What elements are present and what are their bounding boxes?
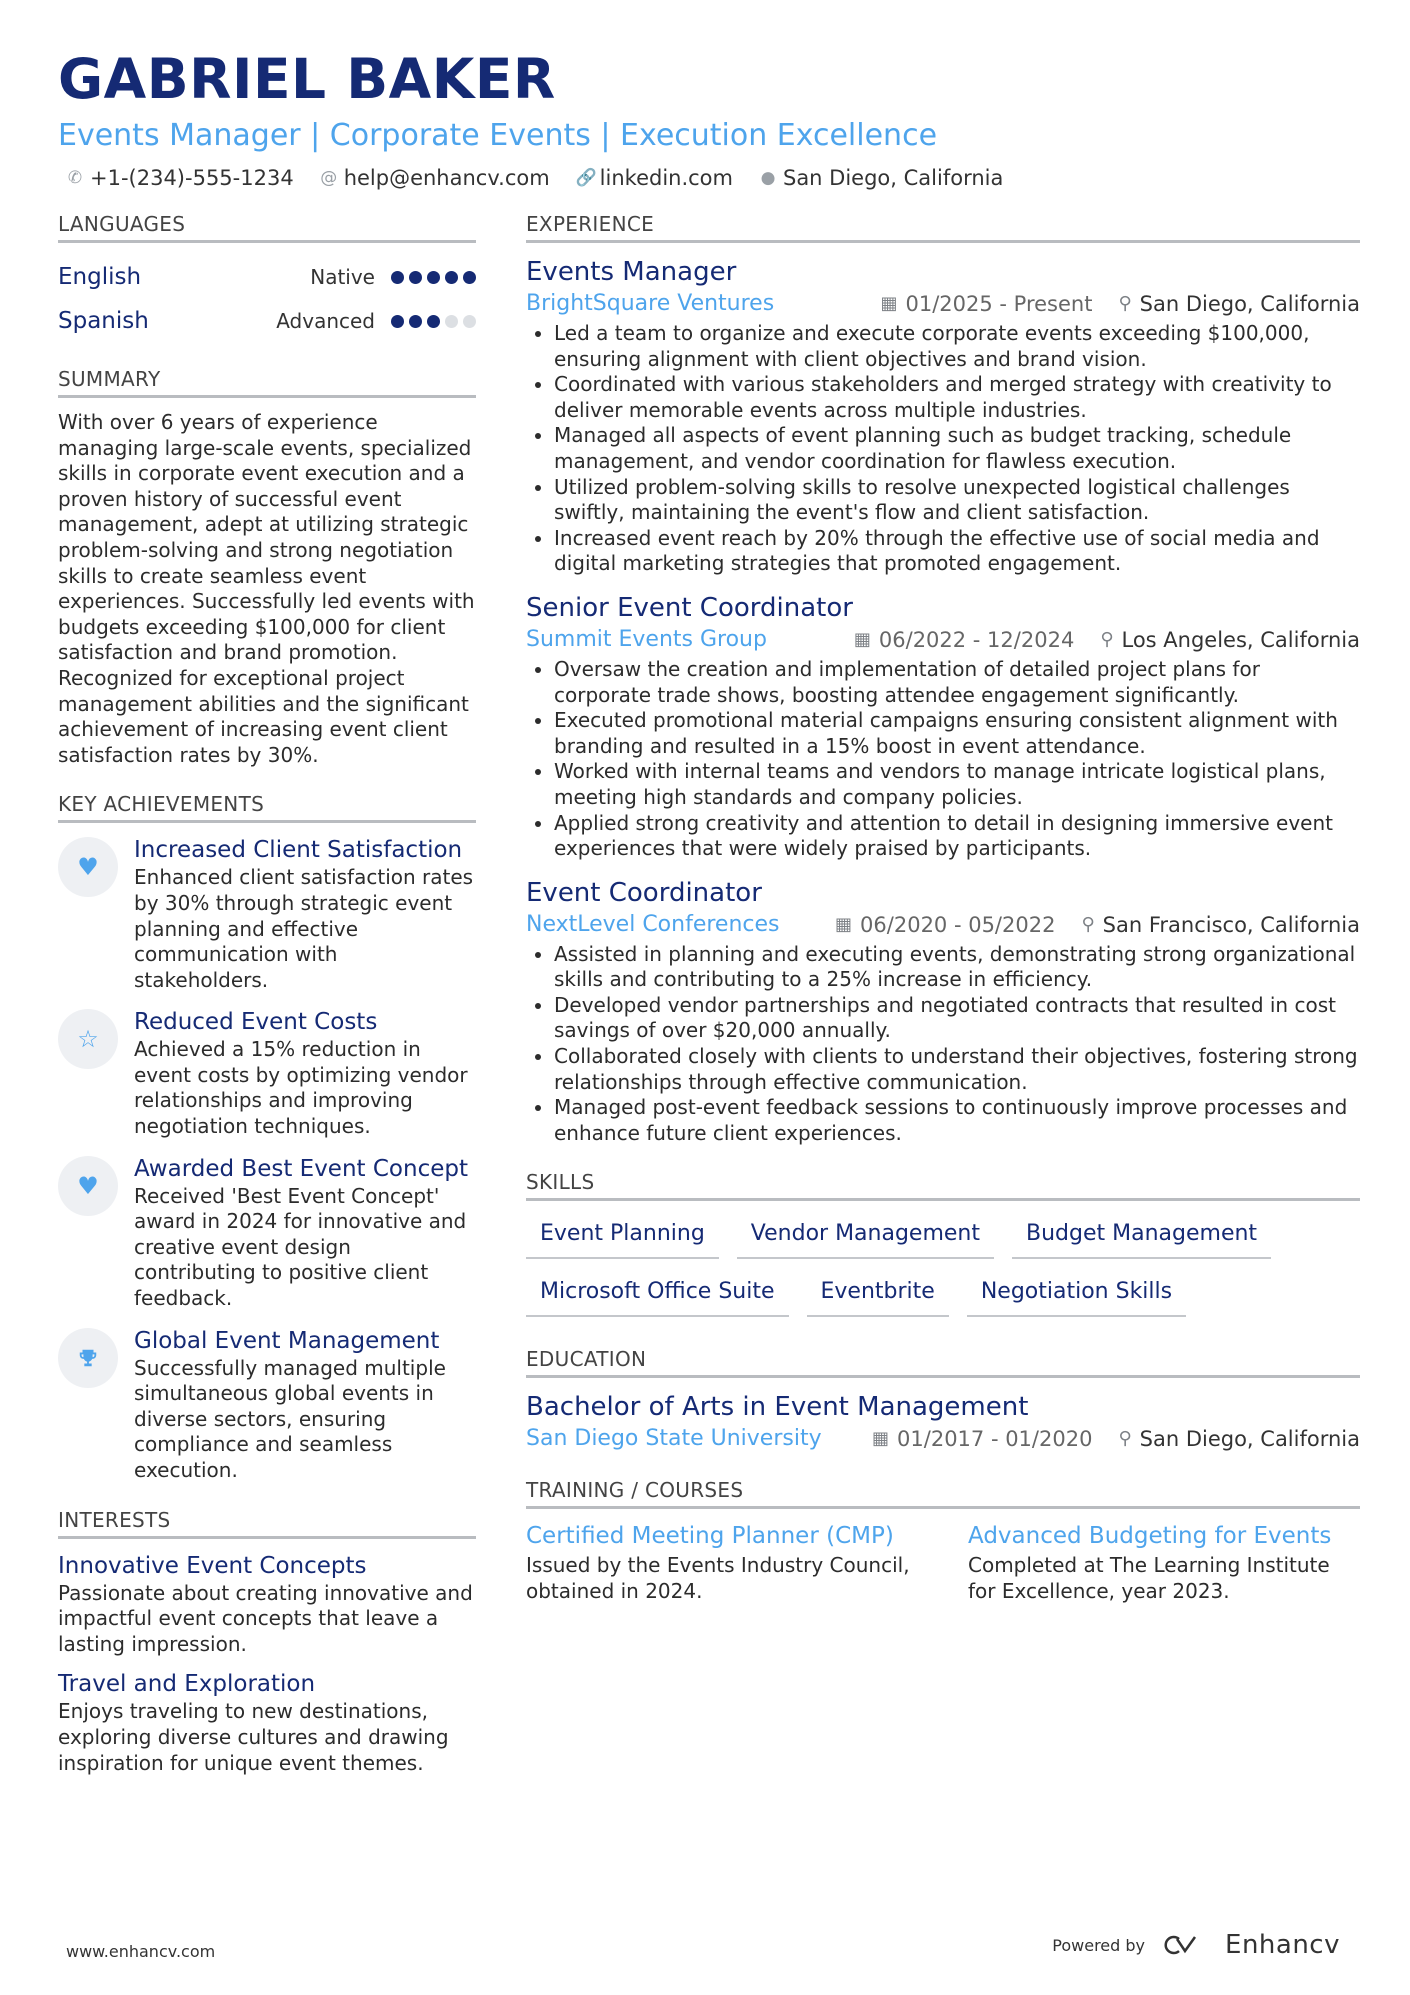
dot-icon (445, 271, 458, 284)
company-name: BrightSquare Ventures (526, 291, 775, 316)
enhancv-logo-icon (1163, 1933, 1207, 1957)
dot-icon (445, 315, 458, 328)
course-item (526, 1521, 918, 1604)
proficiency-dots (391, 271, 476, 284)
section-title: KEY ACHIEVEMENTS (58, 792, 476, 823)
course-item (968, 1521, 1360, 1604)
location-pin-icon: ● (760, 168, 776, 188)
headline: Events Manager | Corporate Events | Execution Excellence (58, 118, 938, 153)
job-bullets (526, 942, 1360, 1147)
job-entry (526, 591, 1360, 862)
experience-section (526, 212, 1360, 1146)
achievement-title: Reduced Event Costs (134, 1009, 378, 1036)
achievement-text: Enhanced client satisfaction rates by 30% through strategic event planning and effective communication with stakeholders. (134, 865, 474, 992)
section-title: SUMMARY (58, 367, 476, 398)
education-dates (872, 1424, 1092, 1454)
course-title: Advanced Budgeting for Events (968, 1523, 1332, 1550)
language-level: Advanced (276, 309, 375, 333)
interest-item (58, 1551, 476, 1658)
star-icon: ☆ (58, 1009, 118, 1069)
at-icon: @ (320, 168, 338, 188)
job-dates (880, 289, 1092, 319)
job-title: Events Manager (526, 257, 737, 287)
dates-text: 01/2017 - 01/2020 (897, 1427, 1093, 1452)
skill-tag: Negotiation Skills (967, 1271, 1186, 1317)
dot-icon (409, 271, 422, 284)
course-title: Certified Meeting Planner (CMP) (526, 1523, 894, 1550)
dot-icon (463, 271, 476, 284)
dates-text: 06/2022 - 12/2024 (878, 627, 1075, 652)
courses-list (526, 1521, 1360, 1604)
dot-icon (391, 271, 404, 284)
job-location (1081, 910, 1360, 940)
calendar-icon: ▦ (872, 1428, 890, 1450)
job-bullets (526, 657, 1360, 862)
skill-tag: Event Planning (526, 1213, 719, 1259)
location-pin-icon: ⚲ (1100, 628, 1114, 650)
job-location (1118, 289, 1360, 319)
bullet-item: • Increased event reach by 20% through the effective use of social media and digital marketing strategies that promoted engagement. (554, 526, 1360, 577)
heart-icon: ♥ (58, 837, 118, 897)
section-title: SKILLS (526, 1170, 1360, 1201)
bullet-item: • Executed promotional material campaigns ensuring consistent alignment with branding and resulted in a 15% boost in event attendance. (554, 708, 1360, 759)
achievement-title: Awarded Best Event Concept (134, 1155, 468, 1182)
skill-tag: Eventbrite (807, 1271, 949, 1317)
achievements-section (58, 792, 476, 1483)
job-title: Senior Event Coordinator (526, 592, 853, 623)
phone-icon: ✆ (67, 168, 83, 188)
skills-list (526, 1213, 1360, 1317)
skill-tag: Budget Management (1012, 1213, 1271, 1259)
location-pin-icon: ⚲ (1118, 1428, 1132, 1450)
achievement-text: Received 'Best Event Concept' award in 2024 for innovative and creative event design contributing to positive client feedback. (134, 1183, 467, 1311)
dot-icon (409, 315, 422, 328)
course-text: Completed at The Learning Institute for Excellence, year 2023. (968, 1553, 1330, 1604)
company-name: Summit Events Group (526, 626, 767, 652)
heart-icon: ♥ (58, 1156, 118, 1216)
location-text: Los Angeles, California (1121, 627, 1360, 652)
location-pin-icon: ⚲ (1081, 913, 1095, 935)
contact-location (759, 166, 1003, 190)
education-section (526, 1347, 1360, 1454)
job-dates (854, 625, 1074, 655)
job-meta (526, 289, 1360, 319)
section-title: INTERESTS (58, 1508, 476, 1539)
dot-icon (427, 271, 440, 284)
contact-phone[interactable] (66, 166, 294, 190)
interest-text: Enjoys traveling to new destinations, exploring diverse cultures and drawing inspiration for unique event themes. (58, 1699, 449, 1775)
achievement-item (58, 1326, 476, 1484)
section-title: EDUCATION (526, 1347, 1360, 1378)
achievement-item (58, 835, 476, 993)
language-row (58, 255, 476, 299)
education-location (1118, 1424, 1360, 1454)
dates-text: 01/2025 - Present (905, 292, 1093, 316)
achievement-title: Global Event Management (134, 1327, 440, 1354)
trophy-icon (58, 1328, 118, 1388)
calendar-icon: ▦ (835, 913, 853, 935)
job-meta (526, 910, 1360, 940)
job-entry (526, 255, 1360, 577)
dates-text: 06/2020 - 05/2022 (860, 912, 1056, 937)
dot-icon (463, 315, 476, 328)
bullet-item: • Managed all aspects of event planning such as budget tracking, schedule management, and vendor coordination for flawless execution. (554, 423, 1360, 474)
powered-by-text: Powered by (1052, 1935, 1146, 1955)
dot-icon (391, 315, 404, 328)
candidate-name: GABRIEL BAKER (58, 47, 556, 111)
trophy-svg (77, 1347, 99, 1369)
left-column (58, 212, 476, 1800)
link-icon: 🔗 (575, 168, 597, 188)
location-text: San Francisco, California (1102, 912, 1360, 937)
skill-tag: Vendor Management (737, 1213, 994, 1259)
dot-icon (427, 315, 440, 328)
bullet-item: • Coordinated with various stakeholders and merged strategy with creativity to deliver memorable events across multiple industries. (554, 372, 1360, 423)
achievement-text: Successfully managed multiple simultaneous global events in diverse sectors, ensuring compliance and seamless execution. (134, 1355, 446, 1482)
job-dates (835, 910, 1055, 940)
language-row (58, 299, 476, 343)
contact-bar (58, 166, 1358, 190)
bullet-item: • Oversaw the creation and implementation of detailed project plans for corporate trade shows, boosting attendee engagement significantly. (554, 657, 1360, 708)
achievement-item (58, 1007, 476, 1139)
language-name: English (58, 264, 142, 290)
interest-item (58, 1669, 476, 1776)
skill-tag: Microsoft Office Suite (526, 1271, 789, 1317)
summary-section (58, 367, 476, 768)
location-text: San Diego, California (1139, 292, 1360, 316)
section-title: EXPERIENCE (526, 212, 1360, 243)
achievement-item (58, 1154, 476, 1312)
interest-title: Innovative Event Concepts (58, 1552, 367, 1579)
location-text: San Diego, California (782, 166, 1004, 190)
resume-header (58, 44, 1358, 190)
location-text: San Diego, California (1139, 1427, 1360, 1452)
job-meta (526, 625, 1360, 655)
language-name: Spanish (58, 308, 149, 334)
interests-section (58, 1508, 476, 1777)
language-level: Native (310, 265, 375, 289)
achievement-text: Achieved a 15% reduction in event costs by optimizing vendor relationships and improving negotiation techniques. (134, 1037, 468, 1139)
job-location (1100, 625, 1360, 655)
bullet-item: • Developed vendor partnerships and negotiated contracts that resulted in cost savings of over $20,000 annually. (554, 993, 1360, 1044)
bullet-item: • Worked with internal teams and vendors to manage intricate logistical plans, meeting high standards and company policies. (554, 759, 1360, 810)
school-name: San Diego State University (526, 1426, 822, 1452)
course-text: Issued by the Events Industry Council, obtained in 2024. (526, 1553, 910, 1604)
bullet-item: • Led a team to organize and execute corporate events exceeding $100,000, ensuring alignment with client objectives and brand vision. (554, 321, 1360, 372)
email-text: help@enhancv.com (343, 166, 550, 190)
bullet-item: • Utilized problem-solving skills to resolve unexpected logistical challenges swiftly, maintaining the event's flow and client satisfaction. (554, 475, 1360, 526)
contact-email[interactable] (320, 166, 550, 190)
footer-brand[interactable] (1052, 1930, 1340, 1960)
right-column (526, 212, 1360, 1629)
company-name: NextLevel Conferences (526, 911, 780, 937)
bullet-item: • Applied strong creativity and attention to detail in designing immersive event experiences that were widely praised by participants. (554, 811, 1360, 862)
job-entry (526, 876, 1360, 1147)
location-pin-icon: ⚲ (1118, 293, 1132, 314)
languages-section (58, 212, 476, 343)
proficiency-dots (391, 315, 476, 328)
achievement-title: Increased Client Satisfaction (134, 837, 463, 864)
summary-text: With over 6 years of experience managing large-scale events, specialized skills in corporate event execution and a proven history of successful event management, adept at utilizing strategic problem-solving and strong negotiation skills to create seamless event experiences. Successfully led events with budgets exceeding $100,000 for client satisfaction and brand promotion. Recognized for exceptional project management abilities and the significant achievement of increasing event client satisfaction rates by 30%. (58, 410, 475, 767)
education-meta (526, 1424, 1360, 1454)
bullet-item: • Assisted in planning and executing events, demonstrating strong organizational skills and contributing to a 25% increase in efficiency. (554, 942, 1360, 993)
linkedin-text: linkedin.com (599, 166, 733, 190)
interest-title: Travel and Exploration (58, 1671, 316, 1698)
degree-title: Bachelor of Arts in Event Management (526, 1392, 1029, 1423)
calendar-icon: ▦ (853, 628, 871, 650)
interest-text: Passionate about creating innovative and impactful event concepts that leave a lasting impression. (58, 1580, 473, 1656)
brand-name: Enhancv (1225, 1930, 1340, 1960)
training-section (526, 1478, 1360, 1604)
skills-section (526, 1170, 1360, 1317)
contact-linkedin[interactable] (576, 166, 733, 190)
job-title: Event Coordinator (526, 877, 762, 908)
bullet-item: • Collaborated closely with clients to understand their objectives, fostering strong relationships through effective communication. (554, 1044, 1360, 1095)
job-bullets (526, 321, 1360, 577)
section-title: TRAINING / COURSES (526, 1478, 1360, 1509)
footer-url[interactable]: www.enhancv.com (66, 1942, 216, 1961)
calendar-icon: ▦ (880, 293, 898, 314)
bullet-item: • Managed post-event feedback sessions to continuously improve processes and enhance future client experiences. (554, 1095, 1360, 1146)
phone-text: +1-(234)-555-1234 (90, 166, 294, 190)
section-title: LANGUAGES (58, 212, 476, 243)
